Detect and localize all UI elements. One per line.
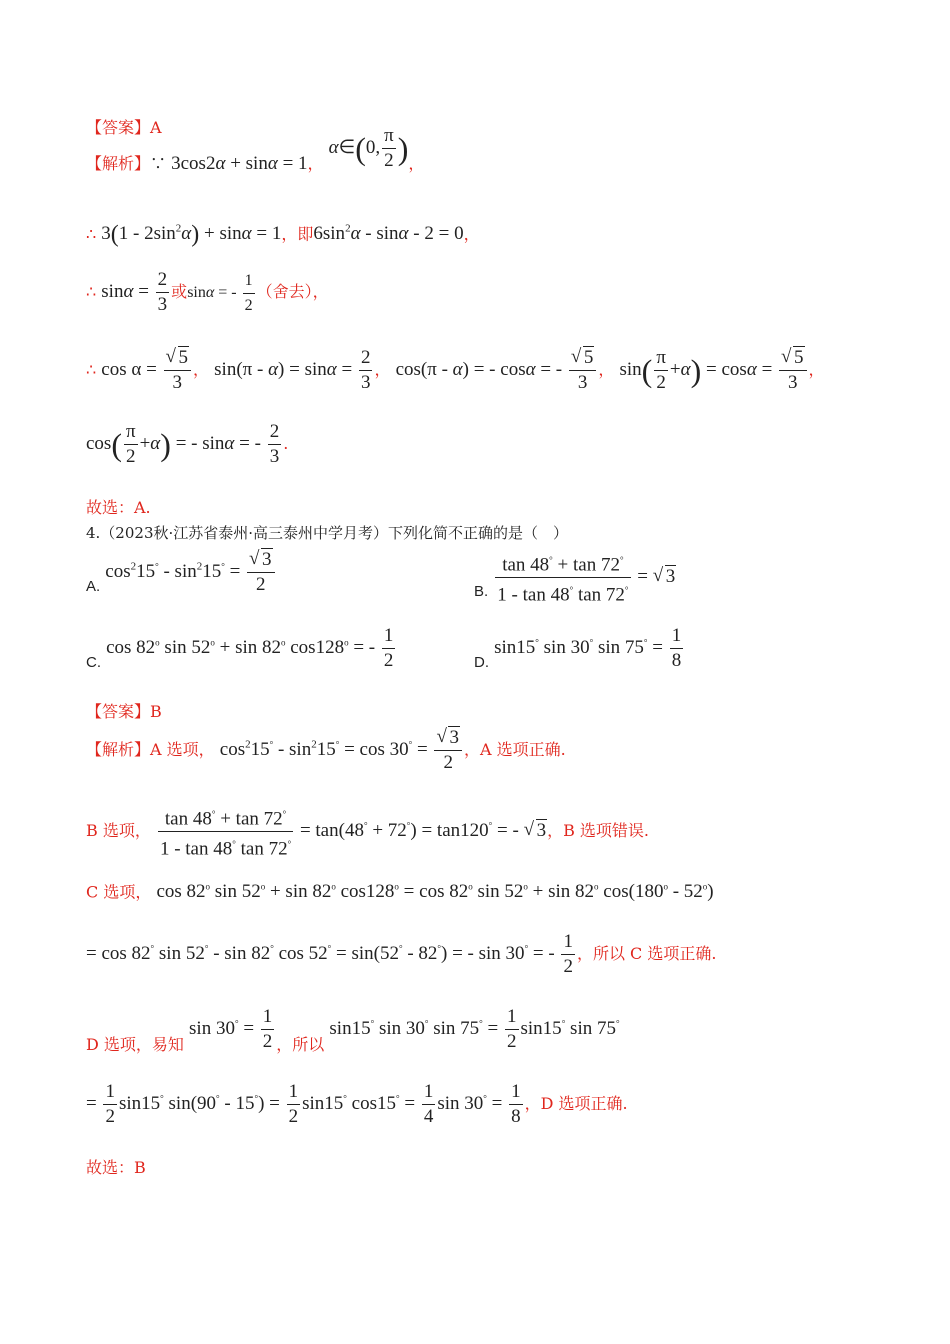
text: ，所以 C 选项正确.: [576, 943, 717, 963]
punct: ，: [463, 224, 480, 244]
formula: cos 82$^o$ $\sin 52^o + \sin 82^o$ $\cos 128^o$ = - $\frac{1}{2}$: [106, 625, 394, 671]
formula: $6\sin^2\alpha - \sin\alpha - 2 = 0$: [313, 223, 464, 245]
answer-line-4: 【答案】B: [86, 702, 162, 721]
formula: cos(π - α) = - cosα = - √ $\frac{5}{3}$: [396, 359, 599, 380]
analysis-label: 【解析】: [86, 153, 151, 173]
option-label: B.: [474, 583, 489, 601]
formula: $\cos^215^\circ - \sin^215^\circ$ = √ $\frac{3}{2}$: [105, 561, 276, 582]
text-discard: （舍去），: [256, 281, 329, 301]
punct: ，: [808, 359, 825, 379]
formula: sinα = $\frac{2}{3}$: [101, 269, 168, 315]
option-c: [86, 624, 397, 673]
option-d: [474, 624, 685, 673]
formula: α∈(0, $\frac{\pi}{2}$ ): [328, 125, 409, 171]
analysis-label: 【解析】: [86, 739, 151, 759]
question-4-stem: 4.（2023秋·江苏省泰州·高三泰州中学月考）下列化简不正确的是（ ）: [86, 524, 569, 542]
punct: .: [283, 433, 289, 453]
formula: = $\frac{1}{2}$ sin15° sin(90° - 15°) = $\frac{1}{2}$ sin15° cos15° = $\frac{1}{4}$ sin 30° = $\frac{1}{8}$: [86, 1081, 521, 1127]
punct: ，: [193, 359, 210, 379]
punct: ，: [307, 153, 324, 173]
text: ，B 选项错误.: [547, 821, 649, 841]
option-label: D.: [474, 653, 489, 671]
formula: $\frac{\tan 48^\circ + \tan 72^\circ}{1 - \tan 48^\circ \tan 72^\circ}$ = tan(48° + 72°) = tan120° = - √ 3: [156, 820, 547, 841]
formula: cos( $\frac{\pi}{2}$ +α) = - sinα = - $\frac{2}{3}$: [86, 421, 280, 467]
therefore-symbol: ∴: [86, 281, 97, 301]
text: ，D 选项正确.: [524, 1093, 628, 1113]
formula: 3cos2α + sinα = 1: [171, 152, 308, 174]
analysis-line-2: [86, 218, 480, 246]
analysis-line-3: [86, 268, 329, 318]
text: ，A 选项正确.: [463, 739, 566, 759]
text: C 选项，: [86, 882, 152, 902]
formula: $3(1 - 2\sin^2\alpha) + \sin\alpha = 1$: [101, 221, 282, 248]
punct: ，: [408, 153, 425, 173]
analysis-line-4: [86, 346, 825, 395]
option-label: A.: [86, 577, 101, 595]
therefore-symbol: ∴: [86, 359, 97, 379]
text: A 选项，: [150, 739, 215, 759]
analysis-line-5: [86, 420, 288, 469]
formula: sin15° sin 30° sin 75° = $\frac{1}{8}$: [494, 625, 682, 671]
option-b: [474, 548, 676, 608]
conclusion-3: 故选：A.: [86, 498, 151, 517]
text-or: 或: [171, 281, 188, 301]
formula: sin 30° = $\frac{1}{2}$: [189, 1006, 273, 1052]
solution-c-2: [86, 930, 716, 979]
formula: cos α = √ $\frac{5}{3}$: [101, 359, 193, 380]
option-label: C.: [86, 653, 101, 671]
answer-line-3: 【答案】A: [86, 118, 162, 137]
punct: ，: [374, 359, 391, 379]
conclusion-4: 故选：B: [86, 1158, 146, 1177]
solution-a: [86, 726, 566, 775]
text: B 选项，: [86, 821, 151, 841]
formula: sinα = - $\frac{1}{2}$: [187, 284, 256, 301]
formula: $\frac{\tan 48^\circ + \tan 72^\circ}{1 - \tan 48^\circ \tan 72^\circ}$ = √ 3: [493, 566, 676, 587]
formula: sin(π - α) = sinα = $\frac{2}{3}$: [214, 347, 371, 393]
solution-b: [86, 802, 649, 862]
option-a: [86, 548, 277, 597]
text: D 选项，易知: [86, 1034, 184, 1054]
solution-d-2: [86, 1080, 628, 1129]
formula: cos 82$^o$ $\sin 52^o + \sin 82^o$ $\cos 128^o = \cos 82^o$ $\sin 52^o + \sin 82^o$ cos(180$^o$ - 52$^o$): [156, 881, 714, 903]
formula: $\cos^215^\circ - \sin^215^\circ = \cos 30^\circ$ = √ $\frac{3}{2}$: [220, 739, 464, 760]
formula: sin( $\frac{\pi}{2}$ +α) = cosα = √ $\frac{5}{3}$: [619, 359, 808, 380]
formula: = cos 82° sin 52° - sin 82° cos 52° = sin(52° - 82°) = - sin 30° = - $\frac{1}{2}$: [86, 931, 573, 977]
solution-c-1: [86, 876, 714, 903]
solution-d-1: [86, 1005, 620, 1054]
punct: ，: [598, 359, 615, 379]
formula: sin15° sin 30° sin 75° = $\frac{1}{2}$ sin15° sin 75°: [329, 1006, 620, 1052]
text: ，所以: [276, 1034, 325, 1054]
because-symbol: ∵: [150, 153, 167, 173]
text-ji: ，即: [281, 224, 314, 244]
therefore-symbol: ∴: [86, 224, 97, 244]
